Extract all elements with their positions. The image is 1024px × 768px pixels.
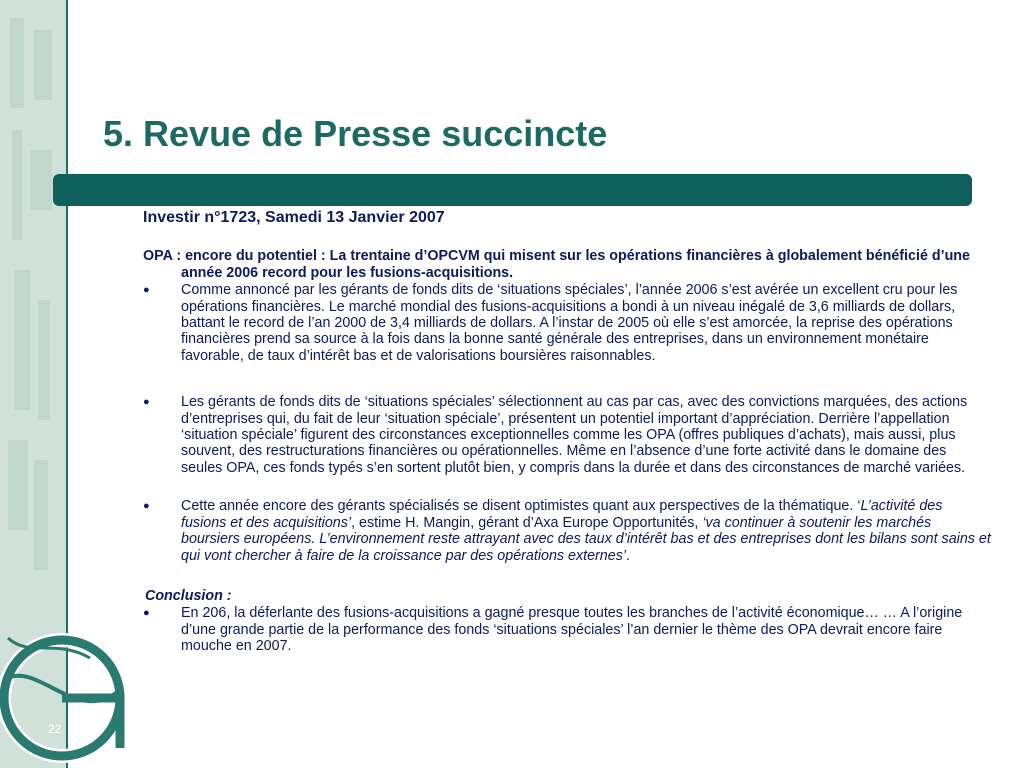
slide-title: 5. Revue de Presse succincte <box>103 113 608 154</box>
quote-italic: L’activité des fusions et des acquisitions’ <box>181 498 943 531</box>
bullet-dot-icon: ● <box>143 396 150 409</box>
bullet-text-part: Cette année encore des gérants spécialisés se disent optimistes quant aux perspectives de la thématique. ‘ <box>181 498 861 515</box>
bullet-text-part: , estime H. Mangin, gérant d’Axa Europe Opportunités, <box>351 514 703 531</box>
bullet-text: Comme annoncé par les gérants de fonds dits de ‘situations spéciales’, l’année 2006 s’est avérée un excellent cru pour les opérations financières. Le marché mondial des fusions-acquisitions a bondi à un niveau inégalé de 3,6 milliards de dollars, battant le record de l’an 2000 de 3,4 milliards de dollars. A l’instar de 2005 où elle s’est amorcée, la reprise des opérations financières prend sa source à la fois dans la bonne santé générale des entreprises, dans un environnement monétaire favorable, de taux d’intérêt bas et de valorisations boursières raisonnables. <box>181 282 958 364</box>
title-underline-bar <box>53 174 972 206</box>
bullet-text: En 206, la déferlante des fusions-acquisitions a gagné presque toutes les branches de l’activité économique… … A l’origine d’une grande partie de la performance des fonds ‘situations spéciales’ l’an dernier le thème des OPA devrait encore faire mouche en 2007. <box>181 605 963 655</box>
quote-italic: ‘va continuer à soutenir les marchés boursiers européens. L’environnement reste attrayant avec des taux d’intérêt bas et des entreprises dont les bilans sont sains et qui vont chercher à faire de la croissance par des opérations externes’ <box>181 514 991 564</box>
bullet-item <box>143 605 991 654</box>
page-number: 22 <box>48 722 62 736</box>
article-headline: OPA : encore du potentiel : La trentaine d’OPCVM qui misent sur les opérations financières à globalement bénéficié d’une année 2006 record pour les fusions-acquisitions. <box>143 248 970 281</box>
company-logo <box>0 618 140 768</box>
bullet-dot-icon: ● <box>143 607 150 620</box>
bullet-item <box>143 282 991 364</box>
bullet-item <box>143 498 991 564</box>
press-source: Investir n°1723, Samedi 13 Janvier 2007 <box>143 209 445 226</box>
bullet-text: Les gérants de fonds dits de ‘situations spéciales’ sélectionnent au cas par cas, avec des convictions marquées, des actions d’entreprises qui, du fait de leur ‘situation spéciale’, présentent un potentiel important d’appréciation. Derrière l’appellation ‘situation spéciale’ figurent des circonstances exceptionnelles comme les OPA (offres publiques d’achats), mais aussi, plus souvent, des restructurations financières ou opérationnelles. Même en l’absence d’une forte activité dans le domaine des seules OPA, ces fonds typés s’en sortent plutôt bien, y compris dans la durée et dans des circonstances de marché variées. <box>181 394 968 476</box>
conclusion-heading: Conclusion : <box>145 587 232 604</box>
bullet-item <box>143 394 991 476</box>
slide-content <box>143 210 991 655</box>
bullet-dot-icon: ● <box>143 284 150 297</box>
bullet-dot-icon: ● <box>143 500 150 513</box>
bullet-text-part: . <box>626 547 631 564</box>
